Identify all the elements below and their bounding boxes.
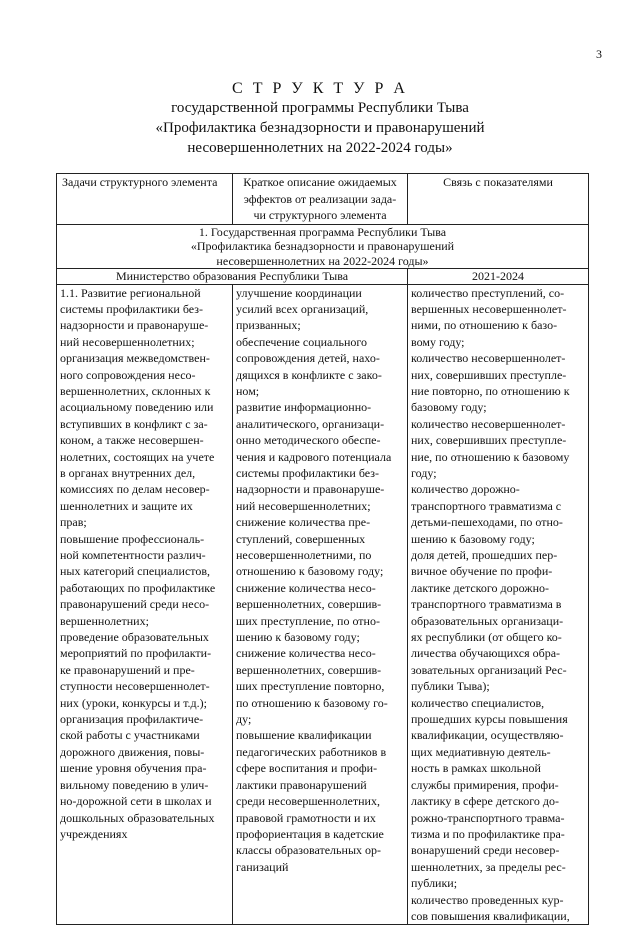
effects-cell	[233, 284, 408, 925]
text-line: лактике детского дорожно-	[411, 580, 550, 595]
text-line: прошедших курсы повышения	[411, 712, 568, 727]
text-line: ду;	[236, 712, 252, 727]
text-line: коном, а также несовершен-	[60, 433, 204, 448]
table-row	[57, 284, 589, 925]
text-line: комиссиях по делам несовер-	[60, 482, 210, 497]
text-line: сфере воспитания и профи-	[236, 761, 378, 776]
ministry-row	[57, 269, 589, 285]
text-line: системы профилактики без-	[236, 465, 379, 480]
text-line: них, совершивших преступле-	[411, 433, 567, 448]
text-line: ганизаций	[236, 859, 289, 874]
text-line: 1.1. Развитие региональной	[60, 285, 201, 300]
program-row	[57, 224, 589, 269]
structure-table	[56, 173, 589, 925]
text-line: шению к базовому году;	[411, 531, 535, 546]
text-line: них, совершивших преступле-	[411, 367, 567, 382]
text-line: публики Тыва);	[411, 679, 490, 694]
text-line: вершеннолетних, совершив-	[236, 597, 382, 612]
text-line: системы профилактики без-	[60, 301, 203, 316]
text-line: количество преступлений, со-	[411, 285, 565, 300]
text-line: рожно-транспортного травма-	[411, 810, 565, 825]
text-line: ступлений, совершенных	[236, 531, 366, 546]
text-line: аналитического, организаци-	[236, 416, 385, 431]
column-header-tasks: Задачи структурного элемента	[57, 174, 233, 225]
text-line: организация межведомствен-	[60, 351, 210, 366]
text-line: ных категорий специалистов,	[60, 564, 211, 579]
text-line: количество несовершеннолет-	[411, 351, 566, 366]
text-line: ний несовершеннолетних;	[60, 334, 195, 349]
tasks-cell	[57, 284, 233, 925]
text-line: несовершеннолетними, по	[236, 548, 372, 562]
text-line: ном;	[236, 383, 260, 398]
text-line: ние повторно, по отношению к	[411, 383, 570, 398]
text-line: онно методического обеспе-	[236, 433, 381, 448]
text-line: улучшение координации	[236, 285, 362, 300]
text-line: педагогических работников в	[236, 744, 387, 759]
page-number: 3	[596, 47, 602, 61]
ministry-name: Министерство образования Республики Тыва	[57, 269, 408, 285]
text-line: лактики правонарушений	[236, 777, 367, 792]
indicators-cell	[408, 284, 589, 925]
text-line: транспортного травматизма с	[411, 498, 562, 513]
text-line: ними, по отношению к базо-	[411, 318, 558, 333]
text-line: прав;	[60, 515, 87, 530]
text-line: снижение количества пре-	[236, 515, 371, 530]
column-header-indicators: Связь с показателями	[408, 174, 589, 225]
text-line: снижение количества несо-	[236, 646, 376, 661]
text-line: ний несовершеннолетних;	[236, 498, 371, 513]
text-line: вершеннолетних;	[60, 613, 149, 628]
text-line: проведение образовательных	[60, 630, 209, 645]
document-title: С Т Р У К Т У Р А	[232, 80, 408, 97]
text-line: чения и кадрового потенциала	[236, 449, 392, 464]
text-line: ской работы с участниками	[60, 728, 200, 743]
program-title-cell: 1. Государственная программа Республики Тыва «Профилактика безнадзорности и правонарушений несовершеннолетних на 2022-2024 годы»	[57, 224, 589, 269]
text-line: количество дорожно-	[411, 482, 520, 497]
text-line: вильному поведению в улич-	[60, 777, 209, 792]
text-line: детьми-пешеходами, по отно-	[411, 515, 563, 530]
text-line: публики;	[411, 876, 458, 891]
text-line: образовательных организаци-	[411, 613, 564, 628]
text-line: зовательных организаций Рес-	[411, 662, 567, 677]
text-line: правонарушений среди несо-	[60, 597, 210, 612]
text-line: щих медиативную деятель-	[411, 744, 551, 759]
text-line: дорожного движения, повы-	[60, 744, 205, 759]
text-line: отношению к базовому году;	[236, 564, 384, 579]
text-line: лактику в сфере детского до-	[411, 794, 559, 809]
text-line: среди несовершеннолетних,	[236, 794, 380, 809]
table-header-row	[57, 174, 589, 225]
text-line: ке правонарушений и пре-	[60, 662, 195, 677]
text-line: повышение квалификации	[236, 728, 372, 743]
text-line: сопровождения детей, нахо-	[236, 351, 380, 366]
text-line: количество специалистов,	[411, 695, 545, 710]
text-line: надзорности и правонаруше-	[236, 482, 385, 497]
text-line: ступности несовершеннолет-	[60, 679, 210, 694]
text-line: ность в рамках школьной	[411, 761, 541, 776]
text-line: сов повышения квалификации,	[411, 908, 570, 923]
text-line: шеннолетних, за пределы рес-	[411, 859, 566, 874]
text-line: шению к базовому году;	[236, 630, 360, 645]
text-line: ших преступление, по отно-	[236, 613, 380, 628]
text-line: них (уроки, конкурсы и т.д.);	[60, 695, 207, 710]
text-line: ние, по отношению к базовому	[411, 449, 570, 464]
text-line: вступивших в конфликт с за-	[60, 416, 208, 431]
text-line: количество проведенных кур-	[411, 892, 564, 907]
document-heading	[0, 79, 640, 158]
text-line: ях республики (от общего ко-	[411, 630, 562, 645]
text-line: вершеннолетних, совершив-	[236, 662, 382, 677]
text-line: призванных;	[236, 318, 301, 333]
text-line: шеннолетних и защите их	[60, 498, 193, 513]
text-line: транспортного травматизма в	[411, 597, 562, 612]
text-line: службы примирения, профи-	[411, 777, 559, 792]
text-line: но-дорожной сети в школах и	[60, 794, 212, 809]
text-line: снижение количества несо-	[236, 580, 376, 595]
text-line: вершенных несовершеннолет-	[411, 301, 567, 316]
text-line: доля детей, прошедших пер-	[411, 548, 558, 562]
text-line: квалификации, осуществляю-	[411, 728, 564, 743]
text-line: вому году;	[411, 334, 465, 349]
text-line: учреждениях	[60, 826, 128, 841]
text-line: надзорности и правонаруше-	[60, 318, 209, 333]
text-line: работающих по профилактике	[60, 580, 216, 595]
text-line: правовой грамотности и их	[236, 810, 376, 825]
document-subtitle-line: несовершеннолетних на 2022-2024 годы»	[187, 140, 453, 156]
text-line: личества обучающихся обра-	[411, 646, 561, 661]
text-line: вершеннолетних, склонных к	[60, 383, 211, 398]
text-line: развитие информационно-	[236, 400, 372, 415]
text-line: ших преступление повторно,	[236, 679, 385, 694]
text-line: асоциальному поведению или	[60, 400, 214, 415]
text-line: повышение профессиональ-	[60, 531, 205, 546]
text-line: мероприятий по профилакти-	[60, 646, 212, 661]
text-line: дошкольных образовательных	[60, 810, 215, 825]
text-line: базовому году;	[411, 400, 487, 415]
text-line: нолетних, состоящих на учете	[60, 449, 215, 464]
text-line: вичное обучение по профи-	[411, 564, 553, 579]
text-line: дящихся в конфликте с зако-	[236, 367, 382, 382]
ministry-period: 2021-2024	[408, 269, 589, 285]
text-line: тизма и по профилактике пра-	[411, 826, 565, 841]
text-line: профориентация в кадетские	[236, 826, 384, 841]
text-line: в органах внутренних дел,	[60, 465, 196, 480]
document-subtitle-line: «Профилактика безнадзорности и правонарушений	[155, 120, 485, 136]
text-line: вонарушений среди несовер-	[411, 843, 560, 858]
text-line: обеспечение социального	[236, 334, 367, 349]
text-line: ной компетентности различ-	[60, 548, 206, 562]
text-line: организация профилактиче-	[60, 712, 204, 727]
text-line: году;	[411, 465, 437, 480]
text-line: ного сопровождения несо-	[60, 367, 196, 382]
column-header-effects: Краткое описание ожидаемых эффектов от реализации зада- чи структурного элемента	[233, 174, 408, 225]
text-line: по отношению к базовому го-	[236, 695, 388, 710]
text-line: классы образовательных ор-	[236, 843, 381, 858]
text-line: усилий всех организаций,	[236, 301, 369, 316]
text-line: шение уровня обучения пра-	[60, 761, 207, 776]
text-line: количество несовершеннолет-	[411, 416, 566, 431]
document-subtitle-line: государственной программы Республики Тыва	[171, 100, 469, 116]
